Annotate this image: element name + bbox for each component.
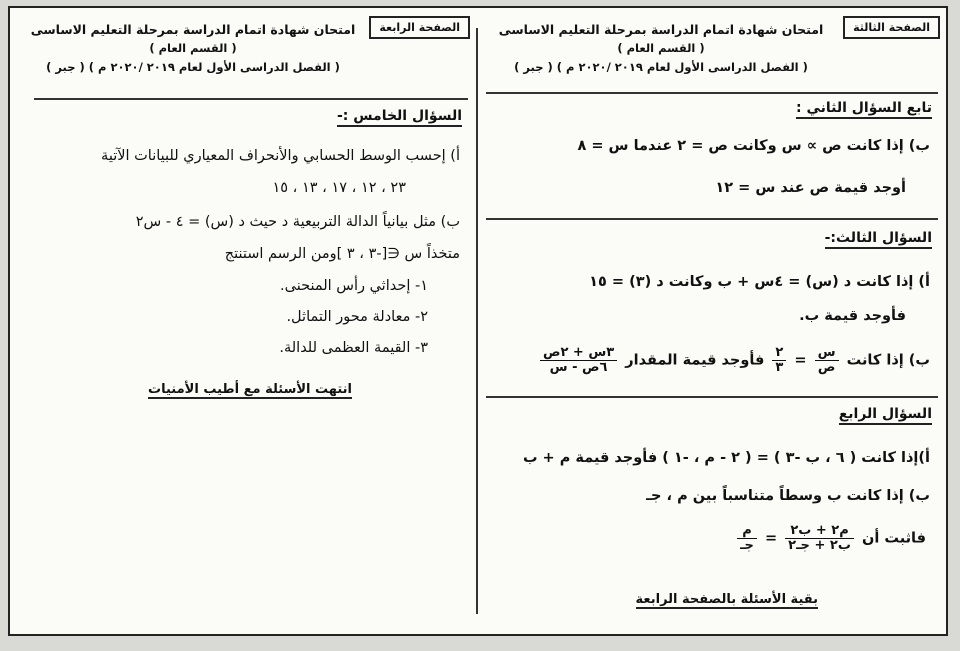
question-text bbox=[488, 524, 926, 553]
fraction-denominator: جـ bbox=[740, 538, 754, 553]
fraction bbox=[815, 346, 839, 375]
fraction bbox=[737, 524, 757, 553]
fraction bbox=[785, 524, 854, 553]
header-line1: امتحان شهادة اتمام الدراسة بمرحلة التعليم الاساسى bbox=[498, 22, 824, 37]
fraction bbox=[540, 346, 617, 375]
fraction-numerator: م bbox=[737, 524, 757, 539]
section-divider bbox=[486, 218, 938, 220]
list-item: ٢- معادلة محور التماثل. bbox=[286, 309, 428, 325]
header-line3: ( الفصل الدراسى الأول لعام ٢٠١٩ /٢٠٢٠ م ) ( جبر ) bbox=[46, 60, 340, 74]
fraction-numerator: س bbox=[815, 346, 839, 361]
section-divider bbox=[486, 396, 938, 398]
question-text: متخذاً س ∈[-٣ ، ٣ ]ومن الرسم استنتج bbox=[224, 246, 460, 262]
list-item: ١- إحداثي رأس المنحنى. bbox=[280, 278, 428, 294]
fraction-denominator: ٦ص - س bbox=[549, 360, 608, 375]
fraction-numerator: ٢ bbox=[772, 346, 786, 361]
fraction-denominator: ص bbox=[817, 360, 836, 375]
fraction bbox=[772, 346, 786, 375]
continuation-note: بقية الأسئلة بالصفحة الرابعة bbox=[635, 592, 818, 607]
fraction-numerator: ٣س + ٢ص bbox=[540, 346, 617, 361]
exam-sheet bbox=[8, 6, 948, 636]
page-three bbox=[476, 8, 946, 634]
question-text: ب) إذا كانت ص ∝ س وكانت ص = ٢ عندما س = ٨ bbox=[577, 138, 930, 154]
equals-sign: = bbox=[764, 530, 778, 547]
page-four bbox=[10, 8, 476, 634]
header-line1: امتحان شهادة اتمام الدراسة بمرحلة التعليم الاساسى bbox=[30, 22, 356, 37]
list-item: ٣- القيمة العظمى للدالة. bbox=[279, 340, 428, 356]
question-text: ب) مثل بيانياً الدالة التربيعية د حيث د (س) = ٤ - س٢ bbox=[135, 214, 460, 230]
question-text bbox=[488, 346, 930, 375]
question-text: أ) إحسب الوسط الحسابي والأنحراف المعياري للبيانات الآتية bbox=[101, 148, 460, 164]
fraction-denominator: ب٢ + جـ٢ bbox=[788, 538, 851, 553]
header-line2: ( القسم العام ) bbox=[149, 41, 237, 55]
question-text: أ)إذا كانت ( ٦ ، ب -٣ ) = ( ٢ - م ، -١ ) فأوجد قيمة م + ب bbox=[522, 450, 930, 466]
fraction-numerator: م٢ + ب٢ bbox=[785, 524, 854, 539]
header-line3: ( الفصل الدراسى الأول لعام ٢٠١٩ /٢٠٢٠ م ) ( جبر ) bbox=[514, 60, 808, 74]
page-label: الصفحة الثالثة bbox=[843, 16, 940, 39]
question-text: ب) إذا كانت ب وسطاً متناسباً بين م ، جـ bbox=[646, 488, 930, 504]
header-line2: ( القسم العام ) bbox=[617, 41, 705, 55]
question-text: فأوجد قيمة ب. bbox=[799, 308, 906, 324]
page-label: الصفحة الرابعة bbox=[369, 16, 470, 39]
question-prefix: ب) إذا كانت bbox=[846, 352, 930, 369]
closing-note: انتهت الأسئلة مع أطيب الأمنيات bbox=[148, 382, 352, 397]
exam-header bbox=[486, 20, 836, 77]
equals-sign: = bbox=[794, 352, 807, 369]
section-title: السؤال الخامس :- bbox=[337, 108, 462, 127]
question-mid: فأوجد قيمة المقدار bbox=[625, 352, 765, 369]
exam-header bbox=[20, 20, 366, 77]
section-title: تابع السؤال الثاني : bbox=[796, 100, 932, 119]
question-text: أ) إذا كانت د (س) = ٤س + ب وكانت د (٣) = ١٥ bbox=[589, 274, 930, 290]
header-divider bbox=[34, 98, 468, 100]
question-text: أوجد قيمة ص عند س = ١٢ bbox=[715, 180, 906, 196]
question-prefix: فاثبت أن bbox=[861, 530, 926, 547]
header-divider bbox=[486, 92, 938, 94]
data-values: ٢٣ ، ١٢ ، ١٧ ، ١٣ ، ١٥ bbox=[272, 180, 406, 196]
section-title: السؤال الثالث:- bbox=[825, 230, 932, 249]
fraction-denominator: ٣ bbox=[775, 360, 784, 375]
section-title: السؤال الرابع bbox=[839, 406, 932, 425]
